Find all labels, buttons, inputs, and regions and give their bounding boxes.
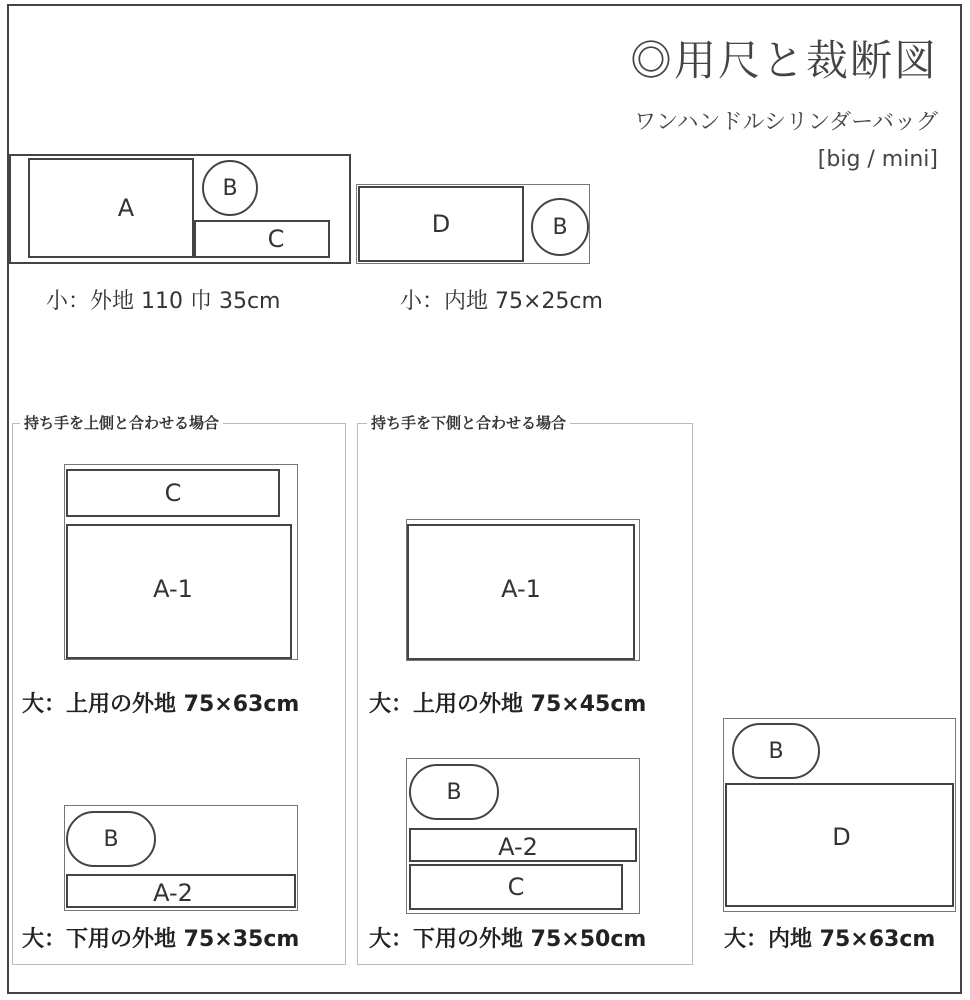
product-name: ワンハンドルシリンダーバッグ [634,110,938,135]
large-bottom-outer-1-caption: 大：下用の外地 75×35cm [22,927,300,952]
large-bottom-outer-2-caption: 大：下用の外地 75×50cm [369,927,647,952]
group-handle-top-title: 持ち手を上側と合わせる場合 [20,412,223,433]
piece-d-label: D [832,823,851,851]
piece-b-pill: B [409,764,499,820]
piece-a-2-label: A-2 [153,879,193,907]
piece-b-circle: B [531,198,589,256]
large-inner-caption: 大：内地 75×63cm [724,927,936,952]
piece-a-2-label: A-2 [498,833,538,861]
piece-b-pill: B [732,723,820,779]
small-outer-caption: 小：外地 110 巾 35cm [46,289,281,314]
piece-a-1-label: A-1 [153,575,193,603]
page-title: ◎用尺と裁断図 [629,36,938,85]
piece-c-label: C [507,873,525,901]
piece-c-label: C [267,225,285,253]
piece-a-label: A [117,194,135,222]
piece-b-circle: B [202,160,258,216]
small-inner-caption: 小：内地 75×25cm [400,289,603,314]
piece-a-1-label: A-1 [501,575,541,603]
large-top-outer-2-caption: 大：上用の外地 75×45cm [369,692,647,717]
group-handle-bottom-title: 持ち手を下側と合わせる場合 [367,412,570,433]
piece-c-label: C [164,479,182,507]
piece-b-pill: B [66,811,156,867]
piece-d-label: D [431,210,451,238]
size-variants: [big / mini] [817,147,938,172]
large-top-outer-1-caption: 大：上用の外地 75×63cm [22,692,300,717]
